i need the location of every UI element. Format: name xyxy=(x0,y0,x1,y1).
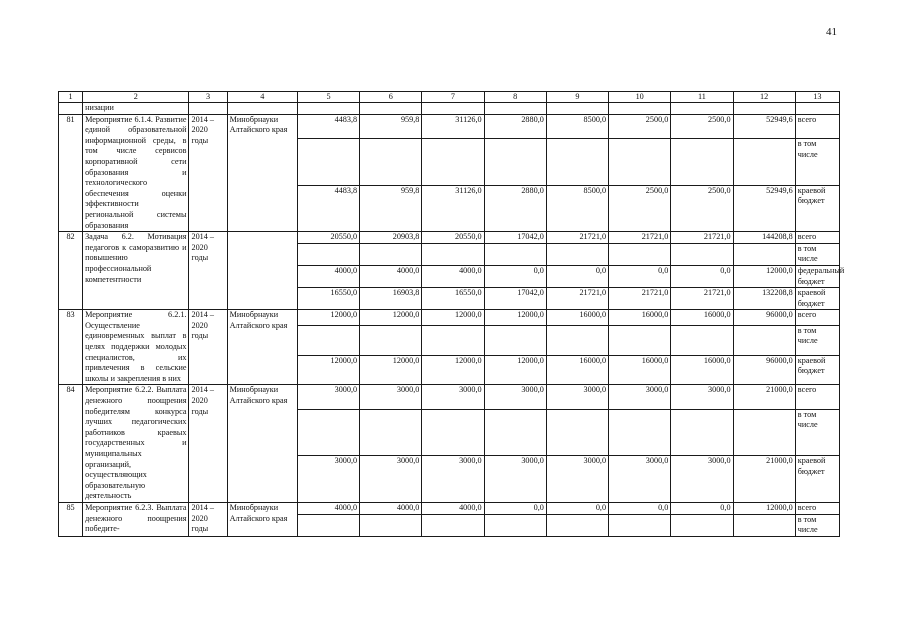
activity-description: Мероприятие 6.2.3. Выплата денежного поощрения победите- xyxy=(83,502,189,536)
amount-cell xyxy=(422,138,484,185)
column-number: 4 xyxy=(227,92,297,103)
column-number: 13 xyxy=(795,92,839,103)
table-row xyxy=(59,385,840,409)
amount-cell: 4000,0 xyxy=(422,502,484,514)
amount-cell: 0,0 xyxy=(671,265,733,287)
amount-cell xyxy=(484,243,546,265)
amount-cell xyxy=(671,243,733,265)
funding-source: краевой бюджет xyxy=(795,456,839,503)
amount-cell: 21721,0 xyxy=(546,232,608,244)
amount-cell xyxy=(422,243,484,265)
amount-cell xyxy=(360,325,422,355)
amount-cell xyxy=(546,243,608,265)
amount-cell: 12000,0 xyxy=(733,502,795,514)
amount-cell: 4483,8 xyxy=(297,185,359,232)
funding-source: всего xyxy=(795,385,839,409)
activity-executor: Минобрнауки Алтайского края xyxy=(227,502,297,536)
amount-cell: 12000,0 xyxy=(360,355,422,385)
amount-cell xyxy=(297,325,359,355)
column-number: 12 xyxy=(733,92,795,103)
amount-cell xyxy=(733,243,795,265)
table-row xyxy=(59,310,840,326)
funding-source: всего xyxy=(795,502,839,514)
amount-cell: 16000,0 xyxy=(609,310,671,326)
activity-description: Задача 6.2. Мотивация педагогов к саморазвитию и повышению профессиональной компетентности xyxy=(83,232,189,310)
amount-cell xyxy=(671,514,733,536)
amount-cell: 17042,0 xyxy=(484,232,546,244)
page-number: 41 xyxy=(826,26,837,38)
amount-cell: 20550,0 xyxy=(422,232,484,244)
amount-cell xyxy=(360,514,422,536)
funding-source: краевой бюджет xyxy=(795,185,839,232)
table-body xyxy=(59,92,845,537)
amount-cell: 0,0 xyxy=(609,265,671,287)
funding-source: в том числе xyxy=(795,138,839,185)
amount-cell: 4000,0 xyxy=(360,265,422,287)
amount-cell xyxy=(422,514,484,536)
activity-description: Мероприятие 6.2.2. Выплата денежного поощрения победителям конкурса лучших педагогических работников краевых государственных и муниципальных организаций, осуществляющих образовательную деятельность xyxy=(83,385,189,503)
continuation-text: низации xyxy=(83,103,189,115)
amount-cell xyxy=(546,409,608,456)
amount-cell: 959,8 xyxy=(360,185,422,232)
amount-cell: 21000,0 xyxy=(733,385,795,409)
amount-cell: 0,0 xyxy=(546,265,608,287)
amount-cell: 21721,0 xyxy=(546,288,608,310)
activity-executor: Минобрнауки Алтайского края xyxy=(227,385,297,503)
amount-cell xyxy=(546,138,608,185)
amount-cell: 21721,0 xyxy=(671,232,733,244)
amount-cell: 8500,0 xyxy=(546,185,608,232)
amount-cell: 2500,0 xyxy=(671,185,733,232)
funding-source: в том числе xyxy=(795,325,839,355)
amount-cell: 21721,0 xyxy=(609,232,671,244)
amount-cell xyxy=(609,514,671,536)
amount-cell: 0,0 xyxy=(484,502,546,514)
row-number: 84 xyxy=(59,385,83,503)
column-number-row xyxy=(59,92,840,103)
amount-cell: 4000,0 xyxy=(360,502,422,514)
amount-cell xyxy=(422,409,484,456)
amount-cell: 16550,0 xyxy=(422,288,484,310)
amount-cell: 8500,0 xyxy=(546,114,608,138)
amount-cell: 12000,0 xyxy=(422,310,484,326)
amount-cell: 16000,0 xyxy=(671,355,733,385)
row-number: 82 xyxy=(59,232,83,310)
amount-cell: 31126,0 xyxy=(422,114,484,138)
amount-cell: 16550,0 xyxy=(297,288,359,310)
amount-cell: 3000,0 xyxy=(546,385,608,409)
column-number: 5 xyxy=(297,92,359,103)
amount-cell: 96000,0 xyxy=(733,310,795,326)
amount-cell xyxy=(609,243,671,265)
activity-period: 2014 – 2020 годы xyxy=(189,232,227,310)
amount-cell: 3000,0 xyxy=(484,456,546,503)
funding-source: краевой бюджет xyxy=(795,355,839,385)
amount-cell: 12000,0 xyxy=(360,310,422,326)
amount-cell: 12000,0 xyxy=(297,310,359,326)
column-number: 10 xyxy=(609,92,671,103)
amount-cell: 20903,8 xyxy=(360,232,422,244)
amount-cell: 3000,0 xyxy=(546,456,608,503)
amount-cell xyxy=(609,138,671,185)
amount-cell: 12000,0 xyxy=(484,310,546,326)
program-table-sheet xyxy=(58,91,845,537)
table-row xyxy=(59,502,840,514)
amount-cell: 16000,0 xyxy=(609,355,671,385)
row-number: 83 xyxy=(59,310,83,385)
amount-cell: 16903,8 xyxy=(360,288,422,310)
amount-cell: 2880,0 xyxy=(484,185,546,232)
funding-source: федеральный бюджет xyxy=(795,265,839,287)
amount-cell: 20550,0 xyxy=(297,232,359,244)
amount-cell: 21000,0 xyxy=(733,456,795,503)
amount-cell xyxy=(546,514,608,536)
amount-cell: 3000,0 xyxy=(422,456,484,503)
amount-cell: 4483,8 xyxy=(297,114,359,138)
amount-cell xyxy=(546,325,608,355)
amount-cell: 4000,0 xyxy=(422,265,484,287)
column-number: 3 xyxy=(189,92,227,103)
amount-cell: 2880,0 xyxy=(484,114,546,138)
amount-cell xyxy=(297,514,359,536)
amount-cell xyxy=(733,409,795,456)
amount-cell: 3000,0 xyxy=(422,385,484,409)
funding-source: в том числе xyxy=(795,409,839,456)
funding-source: в том числе xyxy=(795,514,839,536)
funding-source: всего xyxy=(795,232,839,244)
column-number: 11 xyxy=(671,92,733,103)
activity-executor: Минобрнауки Алтайского края xyxy=(227,310,297,385)
amount-cell: 12000,0 xyxy=(297,355,359,385)
amount-cell: 3000,0 xyxy=(297,385,359,409)
program-activities-table xyxy=(58,91,845,537)
amount-cell xyxy=(297,243,359,265)
amount-cell xyxy=(422,325,484,355)
activity-executor xyxy=(227,232,297,310)
column-number: 8 xyxy=(484,92,546,103)
amount-cell: 16000,0 xyxy=(546,310,608,326)
amount-cell: 0,0 xyxy=(671,502,733,514)
amount-cell: 12000,0 xyxy=(422,355,484,385)
amount-cell: 52949,6 xyxy=(733,114,795,138)
activity-executor: Минобрнауки Алтайского края xyxy=(227,114,297,232)
amount-cell: 21721,0 xyxy=(609,288,671,310)
amount-cell xyxy=(360,138,422,185)
funding-source: в том числе xyxy=(795,243,839,265)
column-number: 7 xyxy=(422,92,484,103)
amount-cell: 3000,0 xyxy=(609,385,671,409)
amount-cell: 3000,0 xyxy=(484,385,546,409)
amount-cell xyxy=(733,138,795,185)
amount-cell: 3000,0 xyxy=(297,456,359,503)
amount-cell xyxy=(609,409,671,456)
amount-cell xyxy=(484,409,546,456)
activity-description: Мероприятие 6.2.1. Осуществление единовременных выплат в целях поддержки молодых специалистов, их привлечения в сельские школы и закрепления в них xyxy=(83,310,189,385)
funding-source: всего xyxy=(795,310,839,326)
amount-cell: 4000,0 xyxy=(297,265,359,287)
continuation-row xyxy=(59,103,840,115)
amount-cell: 17042,0 xyxy=(484,288,546,310)
amount-cell: 31126,0 xyxy=(422,185,484,232)
amount-cell xyxy=(733,514,795,536)
amount-cell: 3000,0 xyxy=(360,456,422,503)
amount-cell: 12000,0 xyxy=(484,355,546,385)
amount-cell: 3000,0 xyxy=(671,456,733,503)
amount-cell: 16000,0 xyxy=(671,310,733,326)
amount-cell: 3000,0 xyxy=(360,385,422,409)
amount-cell xyxy=(360,409,422,456)
amount-cell xyxy=(671,409,733,456)
amount-cell xyxy=(297,138,359,185)
column-number: 2 xyxy=(83,92,189,103)
amount-cell xyxy=(484,138,546,185)
row-number: 85 xyxy=(59,502,83,536)
row-number: 81 xyxy=(59,114,83,232)
activity-period: 2014 – 2020 годы xyxy=(189,114,227,232)
activity-description: Мероприятие 6.1.4. Развитие единой образовательной информационной среды, в том числе сервисов корпоративной сети образования и технологического обеспечения оценки эффективности региональной системы образования xyxy=(83,114,189,232)
amount-cell xyxy=(484,325,546,355)
amount-cell: 52949,6 xyxy=(733,185,795,232)
amount-cell: 0,0 xyxy=(609,502,671,514)
amount-cell xyxy=(609,325,671,355)
amount-cell: 96000,0 xyxy=(733,355,795,385)
amount-cell xyxy=(297,409,359,456)
amount-cell: 0,0 xyxy=(484,265,546,287)
activity-period: 2014 – 2020 годы xyxy=(189,310,227,385)
amount-cell: 12000,0 xyxy=(733,265,795,287)
amount-cell xyxy=(733,325,795,355)
column-number: 1 xyxy=(59,92,83,103)
amount-cell: 2500,0 xyxy=(609,114,671,138)
amount-cell: 132208,8 xyxy=(733,288,795,310)
amount-cell xyxy=(360,243,422,265)
column-number: 6 xyxy=(360,92,422,103)
column-number: 9 xyxy=(546,92,608,103)
amount-cell xyxy=(671,325,733,355)
activity-period: 2014 – 2020 годы xyxy=(189,502,227,536)
amount-cell: 144208,8 xyxy=(733,232,795,244)
amount-cell: 21721,0 xyxy=(671,288,733,310)
table-row xyxy=(59,232,840,244)
amount-cell: 16000,0 xyxy=(546,355,608,385)
funding-source: краевой бюджет xyxy=(795,288,839,310)
amount-cell xyxy=(484,514,546,536)
amount-cell: 3000,0 xyxy=(609,456,671,503)
amount-cell: 2500,0 xyxy=(609,185,671,232)
amount-cell: 3000,0 xyxy=(671,385,733,409)
amount-cell: 2500,0 xyxy=(671,114,733,138)
amount-cell: 959,8 xyxy=(360,114,422,138)
amount-cell: 0,0 xyxy=(546,502,608,514)
funding-source: всего xyxy=(795,114,839,138)
amount-cell: 4000,0 xyxy=(297,502,359,514)
activity-period: 2014 – 2020 годы xyxy=(189,385,227,503)
table-row xyxy=(59,114,840,138)
amount-cell xyxy=(671,138,733,185)
